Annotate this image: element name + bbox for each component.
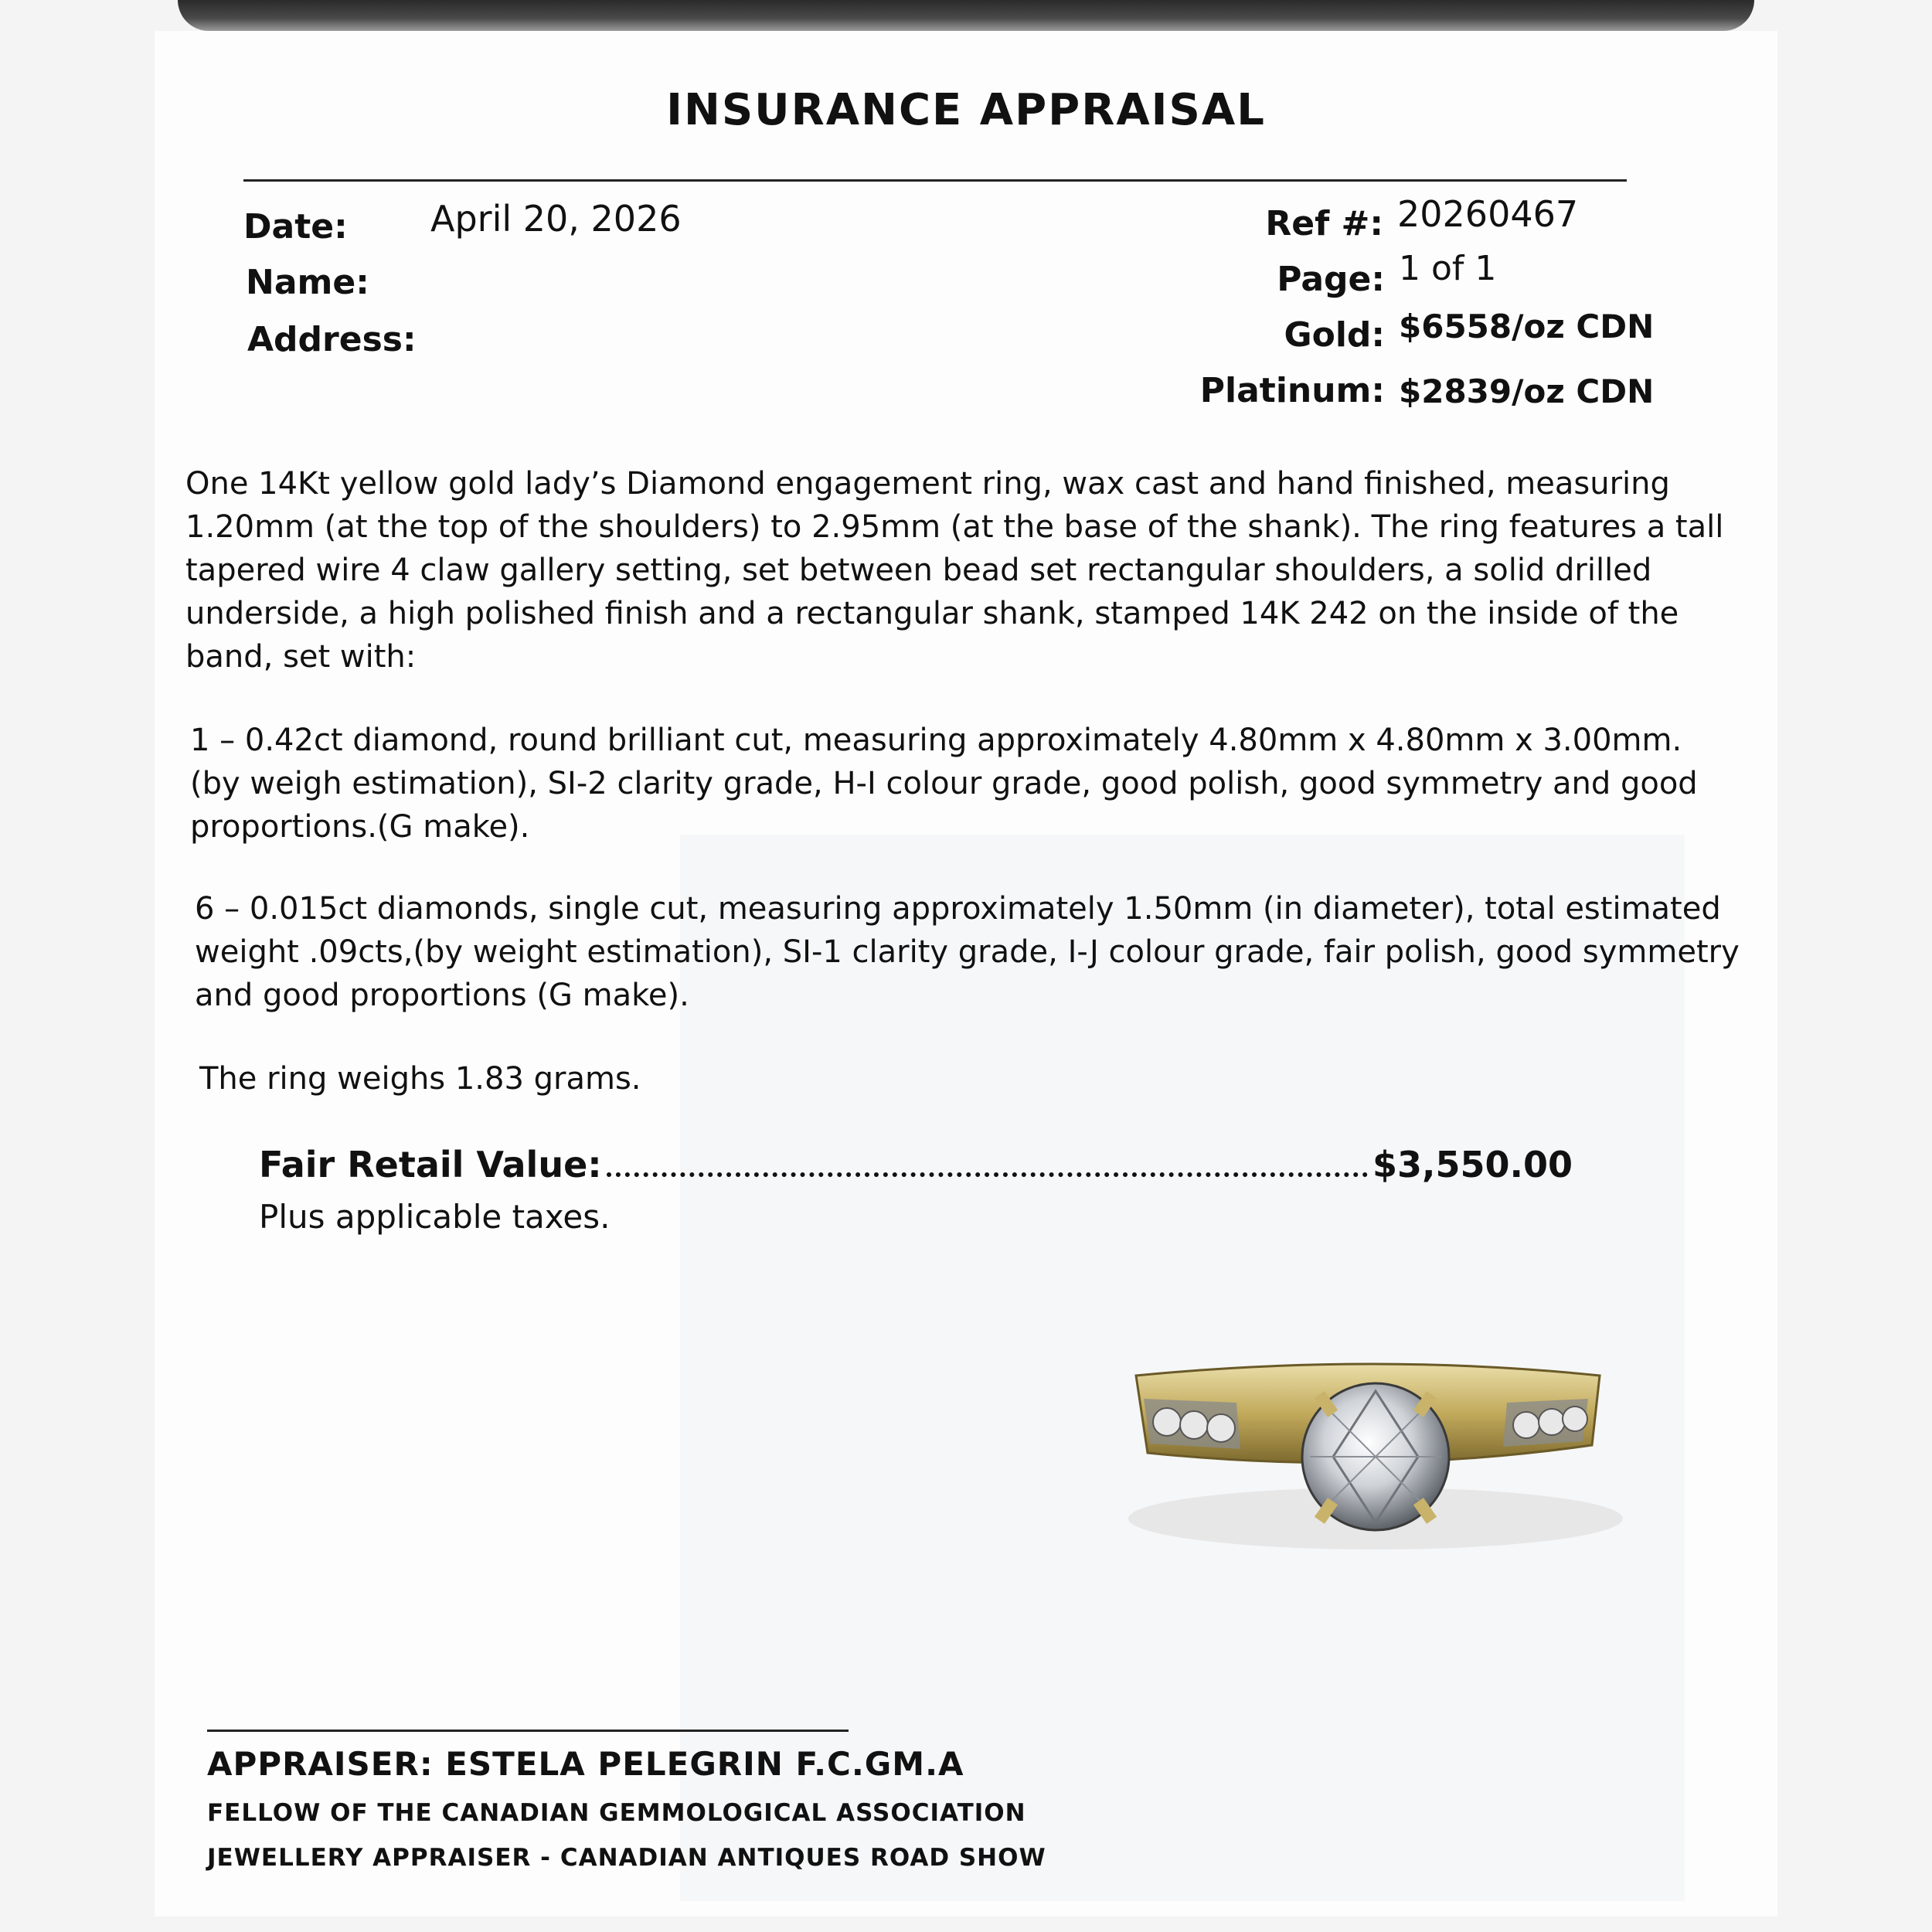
center-stone-description: 1 – 0.42ct diamond, round brilliant cut, measuring approximately 4.80mm x 4.80mm x 3.00mm. (by weigh estimation), SI-2 clarity grade, H-I colour grade, good polish, good symmetry and good proportions.(G make).	[190, 723, 1698, 845]
taxes-note: Plus applicable taxes.	[259, 1198, 611, 1236]
name-label: Name:	[246, 263, 369, 302]
scanner-edge-shadow	[178, 0, 1754, 31]
ref-label: Ref #:	[1265, 204, 1383, 243]
date-value: April 20, 2026	[430, 198, 682, 240]
ring-photo	[1113, 1345, 1638, 1569]
page-label: Page:	[1277, 260, 1385, 299]
dotted-leader	[607, 1172, 1368, 1177]
fair-retail-value-row	[259, 1144, 1573, 1185]
ref-value: 20260467	[1397, 193, 1579, 235]
appraiser-credential-2: JEWELLERY APPRAISER - CANADIAN ANTIQUES ROAD SHOW	[207, 1844, 1046, 1872]
header-rule	[243, 179, 1627, 182]
fair-retail-value-amount: $3,550.00	[1372, 1144, 1573, 1185]
gold-value: $6558/oz CDN	[1399, 308, 1655, 345]
date-label: Date:	[243, 207, 348, 247]
platinum-value: $2839/oz CDN	[1399, 372, 1655, 410]
page-value: 1 of 1	[1399, 249, 1497, 288]
appraiser-credential-1: FELLOW OF THE CANADIAN GEMMOLOGICAL ASSOCIATION	[207, 1799, 1026, 1827]
gold-label: Gold:	[1284, 315, 1385, 355]
appraiser-name: APPRAISER: ESTELA PELEGRIN F.C.GM.A	[207, 1745, 964, 1783]
address-label: Address:	[247, 320, 417, 359]
side-stones-description: 6 – 0.015ct diamonds, single cut, measuring approximately 1.50mm (in diameter), total estimated weight .09cts,(by weight estimation), SI-1 clarity grade, I-J colour grade, fair polish, good symmetry and good proportions (G make).	[195, 891, 1740, 1013]
fair-retail-value-label: Fair Retail Value:	[259, 1144, 602, 1185]
ring-description: One 14Kt yellow gold lady’s Diamond engagement ring, wax cast and hand finished, measuring 1.20mm (at the top of the shoulders) to 2.95mm (at the base of the shank). The ring features a tall tapered wire 4 claw gallery setting, set between bead set rectangular shoulders, a solid drilled underside, a high polished finish and a rectangular shank, stamped 14K 242 on the inside of the band, set with:	[185, 466, 1724, 675]
signature-rule	[207, 1730, 849, 1732]
platinum-label: Platinum:	[1199, 371, 1385, 410]
ring-weight: The ring weighs 1.83 grams.	[199, 1061, 641, 1097]
document-title: INSURANCE APPRAISAL	[666, 85, 1266, 135]
